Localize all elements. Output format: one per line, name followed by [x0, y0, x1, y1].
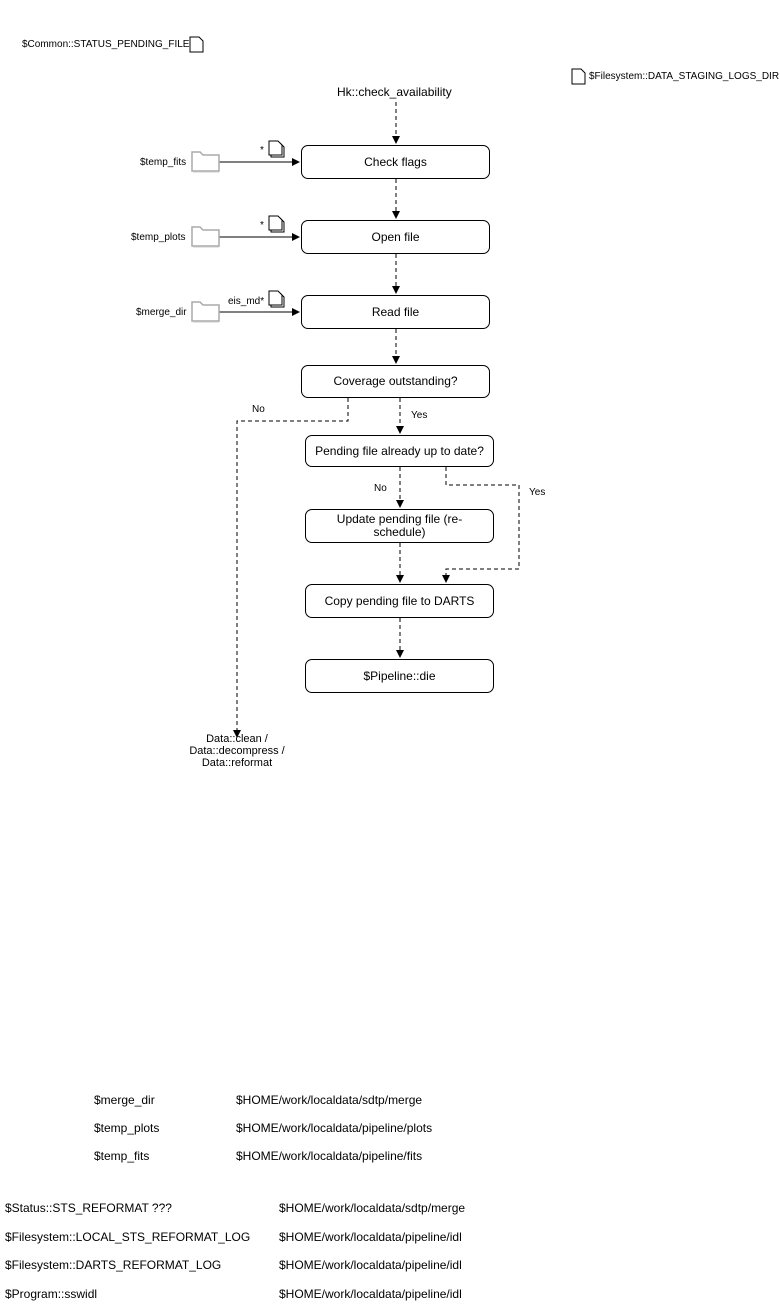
- end-label-line-1: Data::clean /: [206, 733, 268, 745]
- check-flags-file-pattern: *: [260, 145, 264, 156]
- var2-name-program-sswidl: $Program::sswidl: [5, 1287, 98, 1301]
- merge-dir-folder-icon: [192, 302, 219, 322]
- var1-name-merge-dir: $merge_dir: [94, 1093, 155, 1107]
- var1-name-temp-fits: $temp_fits: [94, 1149, 150, 1163]
- status-file-label: $Common::STATUS_PENDING_FILE: [22, 39, 190, 50]
- var2-value-local-sts-reformat-log: $HOME/work/localdata/pipeline/idl: [279, 1230, 462, 1244]
- node-check-flags[interactable]: Check flags: [301, 145, 490, 179]
- merge-dir-label: $merge_dir: [136, 307, 187, 318]
- edge-label-coverage-yes: Yes: [411, 410, 428, 421]
- end-label-line-3: Data::reformat: [201, 757, 273, 769]
- start-label: Hk::check_availability: [337, 85, 452, 99]
- edge-label-pending-yes: Yes: [529, 487, 546, 498]
- var2-value-darts-reformat-log: $HOME/work/localdata/pipeline/idl: [279, 1258, 462, 1272]
- var2-name-status-sts-reformat: $Status::STS_REFORMAT ???: [5, 1201, 172, 1215]
- edge-label-pending-no: No: [374, 483, 387, 494]
- logs-dir-label: $Filesystem::DATA_STAGING_LOGS_DIR: [589, 71, 780, 82]
- var2-name-darts-reformat-log: $Filesystem::DARTS_REFORMAT_LOG: [5, 1258, 222, 1272]
- var2-value-program-sswidl: $HOME/work/localdata/pipeline/idl: [279, 1287, 462, 1301]
- temp-fits-label: $temp_fits: [140, 157, 187, 168]
- var1-value-merge-dir: $HOME/work/localdata/sdtp/merge: [236, 1093, 423, 1107]
- node-pipeline-die[interactable]: $Pipeline::die: [305, 659, 494, 693]
- var1-value-temp-plots: $HOME/work/localdata/pipeline/plots: [236, 1121, 433, 1135]
- end-label: [177, 733, 297, 769]
- check-flags-files-icon: [269, 141, 284, 157]
- temp-plots-folder-icon: [192, 227, 219, 247]
- edge-label-coverage-no: No: [252, 404, 265, 415]
- node-copy-pending[interactable]: Copy pending file to DARTS: [305, 584, 494, 618]
- node-pending-up-to-date[interactable]: Pending file already up to date?: [305, 435, 494, 467]
- logs-dir-document-icon: [572, 69, 585, 84]
- open-file-file-pattern: *: [260, 220, 264, 231]
- read-file-file-pattern: eis_md*: [228, 296, 265, 307]
- temp-fits-folder-icon: [192, 152, 219, 172]
- var2-value-status-sts-reformat: $HOME/work/localdata/sdtp/merge: [279, 1201, 466, 1215]
- node-update-pending[interactable]: Update pending file (re-schedule): [305, 509, 494, 543]
- node-coverage-outstanding[interactable]: Coverage outstanding?: [301, 365, 490, 398]
- open-file-files-icon: [269, 216, 284, 232]
- var1-name-temp-plots: $temp_plots: [94, 1121, 160, 1135]
- status-file-document-icon: [190, 37, 203, 52]
- var2-name-local-sts-reformat-log: $Filesystem::LOCAL_STS_REFORMAT_LOG: [5, 1230, 251, 1244]
- temp-plots-label: $temp_plots: [131, 232, 186, 243]
- end-label-line-2: Data::decompress /: [189, 745, 285, 757]
- node-read-file[interactable]: Read file: [301, 295, 490, 329]
- var1-value-temp-fits: $HOME/work/localdata/pipeline/fits: [236, 1149, 423, 1163]
- node-open-file[interactable]: Open file: [301, 220, 490, 254]
- read-file-files-icon: [269, 291, 284, 307]
